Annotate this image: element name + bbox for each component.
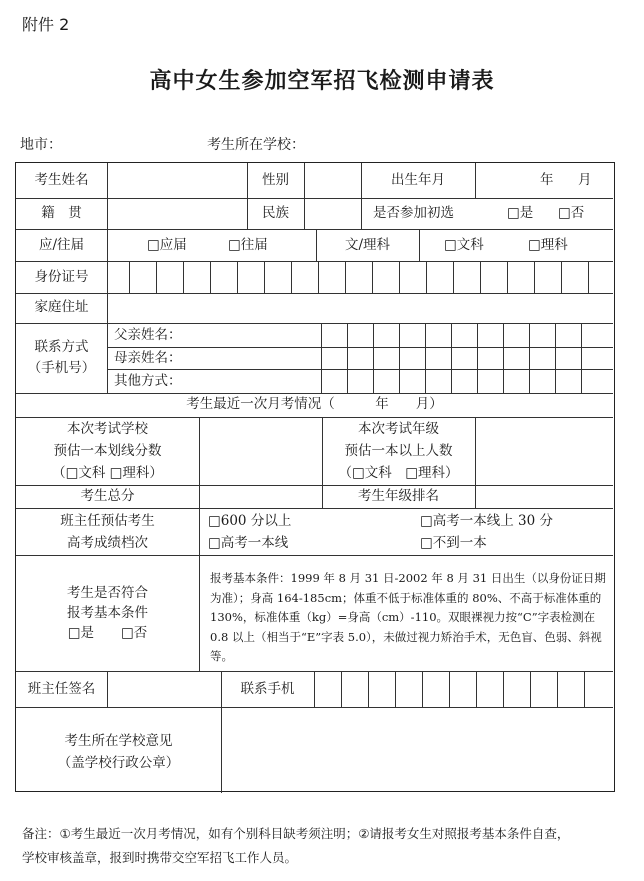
current-grad-checkbox[interactable]: □应届 [147, 237, 187, 253]
over-600-checkbox[interactable]: □600 分以上 [208, 513, 292, 529]
col-divider [419, 229, 420, 261]
recent-exam-heading: 考生最近一次月考情况（ 年 月） [186, 396, 443, 412]
contact-label: 联系方式 [34, 339, 89, 355]
origin-label: 籍 贯 [41, 205, 82, 221]
row-divider [16, 261, 613, 262]
science-checkbox[interactable]: □理科 [528, 237, 568, 253]
below-first-tier-checkbox[interactable]: □不到一本 [420, 535, 487, 551]
teacher-est-line2: 高考成绩档次 [67, 535, 148, 551]
col-divider [304, 163, 305, 229]
year-label: 年 [540, 172, 554, 188]
grade-rank-label: 考生年级排名 [358, 488, 439, 504]
teacher-est-line1: 班主任预估考生 [60, 513, 155, 529]
row-divider [16, 293, 613, 294]
ethnic-label: 民族 [262, 205, 289, 221]
col-divider [475, 163, 476, 198]
mother-name-label: 母亲姓名： [114, 350, 182, 366]
col-divider [107, 163, 108, 198]
application-form [15, 162, 615, 792]
footnote [22, 822, 632, 870]
row-divider [16, 323, 613, 324]
id-label: 身份证号 [34, 269, 89, 285]
annex-label: 附件 2 [22, 15, 70, 34]
prelim-no-checkbox[interactable]: □否 [558, 205, 585, 221]
col-divider [199, 417, 200, 508]
footnote-line1: 备注：①考生最近一次月考情况，如有个别科目缺考须注明；②请报考女生对照报考基本条件自查， [22, 826, 570, 841]
month-label: 月 [578, 172, 592, 188]
school-opinion-sublabel: （盖学校行政公章） [57, 755, 180, 771]
teacher-phone-label: 联系手机 [240, 681, 295, 697]
col-divider [107, 198, 108, 229]
row-divider [16, 198, 613, 199]
arts-checkbox[interactable]: □文科 [444, 237, 484, 253]
row-divider [16, 393, 613, 394]
total-score-label: 考生总分 [80, 488, 135, 504]
col-divider [107, 229, 108, 261]
school-opinion-label: 考生所在学校意见 [64, 733, 173, 749]
col-divider [107, 293, 108, 323]
past-grad-checkbox[interactable]: □往届 [228, 237, 268, 253]
col-divider [199, 508, 200, 671]
school-est-line3: （□文科 □理科） [52, 465, 163, 481]
footnote-line2: 学校审核盖章，报到时携带交空军招飞工作人员。 [22, 850, 298, 865]
father-name-label: 父亲姓名： [114, 327, 182, 343]
col-divider [107, 323, 108, 393]
prelim-label: 是否参加初选 [373, 205, 454, 221]
requirements-text: 报考基本条件：1999 年 8 月 31 日-2002 年 8 月 31 日出生（以身份证日期为准）；身高 164-185cm；体重不低于标准体重的 80%、不高于标准体重的 130%，标准体重（kg）=身高（cm）-110。双眼裸视力按“C”字表检测在 0.8 以上（相当于“E”字表 5.0），未做过视力矫治手术，无色盲、色弱、斜视等。 [210, 571, 606, 663]
grade-est-line1: 本次考试年级 [358, 421, 439, 437]
col-divider [361, 163, 362, 229]
page-title: 高中女生参加空军招飞检测申请表 [149, 69, 495, 94]
address-label: 家庭住址 [34, 299, 89, 315]
contact-sublabel: （手机号） [27, 360, 96, 376]
name-label: 考生姓名 [34, 172, 89, 188]
other-contact-label: 其他方式： [114, 373, 182, 389]
first-tier-line-checkbox[interactable]: □高考一本线 [208, 535, 289, 551]
prelim-yes-checkbox[interactable]: □是 [507, 205, 534, 221]
col-divider [314, 671, 315, 707]
meets-line2: 报考基本条件 [67, 605, 148, 621]
meets-line1: 考生是否符合 [67, 585, 148, 601]
grade-est-line3: （□文科 □理科） [338, 465, 459, 481]
school-est-line1: 本次考试学校 [67, 421, 148, 437]
school-est-line2: 预估一本划线分数 [53, 443, 162, 459]
col-divider [107, 261, 108, 293]
grad-label: 应/往届 [38, 237, 85, 253]
school-label: 考生所在学校： [207, 137, 305, 153]
gender-label: 性别 [262, 172, 289, 188]
row-divider [107, 369, 613, 370]
row-divider [16, 555, 613, 556]
above-line-30-checkbox[interactable]: □高考一本线上 30 分 [420, 513, 554, 529]
row-divider [16, 485, 613, 486]
birth-label: 出生年月 [391, 172, 445, 188]
row-divider [16, 508, 613, 509]
meets-checkboxes[interactable]: □是 □否 [67, 625, 148, 641]
row-divider [107, 347, 613, 348]
city-label: 地市： [20, 137, 62, 153]
col-divider [475, 417, 476, 508]
row-divider [16, 229, 613, 230]
teacher-signature-label: 班主任签名 [27, 681, 96, 697]
row-divider [16, 707, 613, 708]
track-label: 文/理科 [344, 237, 391, 253]
grade-est-line2: 预估一本以上人数 [344, 443, 453, 459]
col-divider [107, 671, 108, 707]
row-divider [16, 417, 613, 418]
